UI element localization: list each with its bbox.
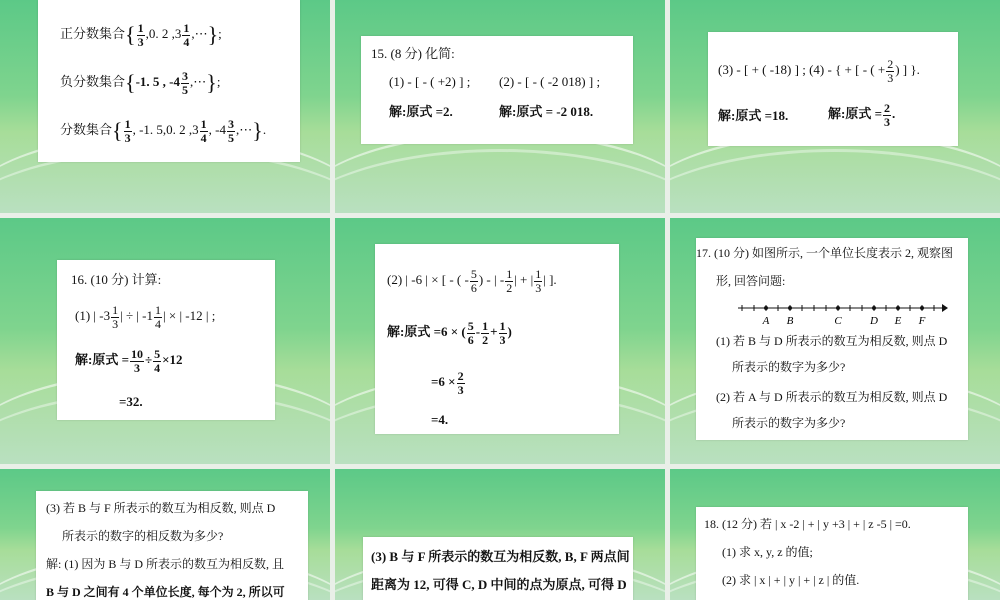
problem-17-line-5: (2) 若 A 与 D 所表示的数互为相反数, 则点 D <box>716 390 948 404</box>
fraction-set: 分数集合{ $\frac{1}{3}$ , -1. 5,0. 2 ,3 $\frac{1}{4}$ , -4 $\frac{3}{5}$ ,⋯}. <box>60 117 267 145</box>
problem-16-q2-step1: 解:原式 =6 × ( $\frac{5}{6}$ - $\frac{1}{2}$ + $\frac{1}{3}$ ) <box>387 319 512 347</box>
number-line-label-c: C <box>834 315 842 327</box>
slide-tile-3[interactable] <box>670 0 1000 213</box>
number-line-label-e: E <box>894 315 902 327</box>
number-line-point-b <box>788 306 792 310</box>
problem-17-solution-3: (3) B 与 F 所表示的数互为相反数, B, F 两点间 <box>371 549 630 564</box>
slide-tile-6[interactable] <box>670 218 1000 464</box>
problem-17-solution-1: 解: (1) 因为 B 与 D 所表示的数互为相反数, 且 <box>46 557 284 571</box>
number-line-label-b: B <box>786 315 794 327</box>
problem-18-title: 18. (12 分) 若 | x -2 | + | y +3 | + | z -5 | =0. <box>704 517 911 531</box>
problem-17-line-2: 形, 回答问题: <box>716 274 786 288</box>
slide-tile-1[interactable] <box>0 0 330 213</box>
problem-15-a2: 解:原式 = -2 018. <box>499 104 594 119</box>
problem-17-line-3: (1) 若 B 与 D 所表示的数互为相反数, 则点 D <box>716 334 948 348</box>
problem-15-q2: (2) - [ - ( -2 018) ] ; <box>499 74 601 89</box>
problem-16-cont-card <box>375 244 619 434</box>
problem-15-q1: (1) - [ - ( +2) ] ; <box>389 74 471 89</box>
problem-18-card <box>696 507 968 600</box>
problem-15-a1: 解:原式 =2. <box>389 104 453 119</box>
number-line-point-f <box>920 306 924 310</box>
problem-16-title: 16. (10 分) 计算: <box>71 272 162 287</box>
problem-17-solution-4: 距离为 12, 可得 C, D 中间的点为原点, 可得 D <box>371 577 627 592</box>
problem-17-line-4: 所表示的数字为多少? <box>732 360 846 374</box>
number-line <box>736 296 948 328</box>
number-line-label-d: D <box>870 315 878 327</box>
problem-15-a4: 解:原式 = $\frac{2}{3}$ . <box>828 101 896 129</box>
number-line-point-e <box>896 306 900 310</box>
number-line-label-a: A <box>762 315 770 327</box>
problem-16-q1: (1) | -3 $\frac{1}{3}$ | ÷ | -1 $\frac{1}{4}$ | × | -12 | ; <box>75 303 216 331</box>
problem-16-q2: (2) | -6 | × [ - ( - $\frac{5}{6}$ ) - | - $\frac{1}{2}$ | + | $\frac{1}{3}$ | ]. <box>387 267 557 295</box>
number-line-point-a <box>764 306 768 310</box>
problem-17-solution-2: B 与 D 之间有 4 个单位长度, 每个为 2, 所以可 <box>46 585 285 599</box>
slide-tile-9[interactable] <box>670 469 1000 600</box>
problem-16-step1: 解:原式 = $\frac{10}{3}$ ÷ $\frac{5}{4}$ ×12 <box>75 347 183 375</box>
slide-tile-8[interactable] <box>335 469 665 600</box>
problem-17-card <box>696 238 968 440</box>
problem-17-line-1: 17. (10 分) 如图所示, 一个单位长度表示 2, 观察图 <box>696 246 953 260</box>
problem-15-q3: (3) - [ + ( -18) ] ; (4) - { + [ - ( + $\frac{2}{3}$ ) ] }. <box>718 57 920 85</box>
problem-15-card <box>361 36 633 144</box>
problem-16-q2-step2: =6 × $\frac{2}{3}$ <box>431 369 464 397</box>
number-line-point-d <box>872 306 876 310</box>
problem-17-cont-card <box>36 491 308 600</box>
problem-17-line-6: 所表示的数字为多少? <box>732 416 846 430</box>
problem-16-step2: =32. <box>119 394 143 409</box>
problem-17-q3: (3) 若 B 与 F 所表示的数互为相反数, 则点 D <box>46 501 276 515</box>
slide-tile-7[interactable] <box>0 469 330 600</box>
fraction-sets-card <box>38 0 300 162</box>
slide-tile-2[interactable] <box>335 0 665 213</box>
slide-tile-4[interactable] <box>0 218 330 464</box>
problem-17-q3-cont: 所表示的数字的相反数为多少? <box>62 529 224 543</box>
positive-fraction-set: 正分数集合{ $\frac{1}{3}$ ,0. 2 ,3 $\frac{1}{4}$ ,⋯}; <box>60 21 222 49</box>
problem-15-title: 15. (8 分) 化简: <box>371 46 455 61</box>
problem-18-q2: (2) 求 | x | + | y | + | z | 的值. <box>722 573 860 587</box>
problem-17-solution-card <box>363 537 633 600</box>
number-line-label-f: F <box>918 315 926 327</box>
problem-15-a3: 解:原式 =18. <box>718 108 789 123</box>
number-line-point-c <box>836 306 840 310</box>
negative-fraction-set: 负分数集合{-1. 5 , -4 $\frac{3}{5}$ ,⋯}; <box>60 69 221 97</box>
problem-15-cont-card <box>708 32 958 146</box>
slide-tile-5[interactable] <box>335 218 665 464</box>
problem-18-q1: (1) 求 x, y, z 的值; <box>722 545 813 559</box>
problem-16-card <box>57 260 275 420</box>
problem-16-q2-step3: =4. <box>431 412 449 427</box>
